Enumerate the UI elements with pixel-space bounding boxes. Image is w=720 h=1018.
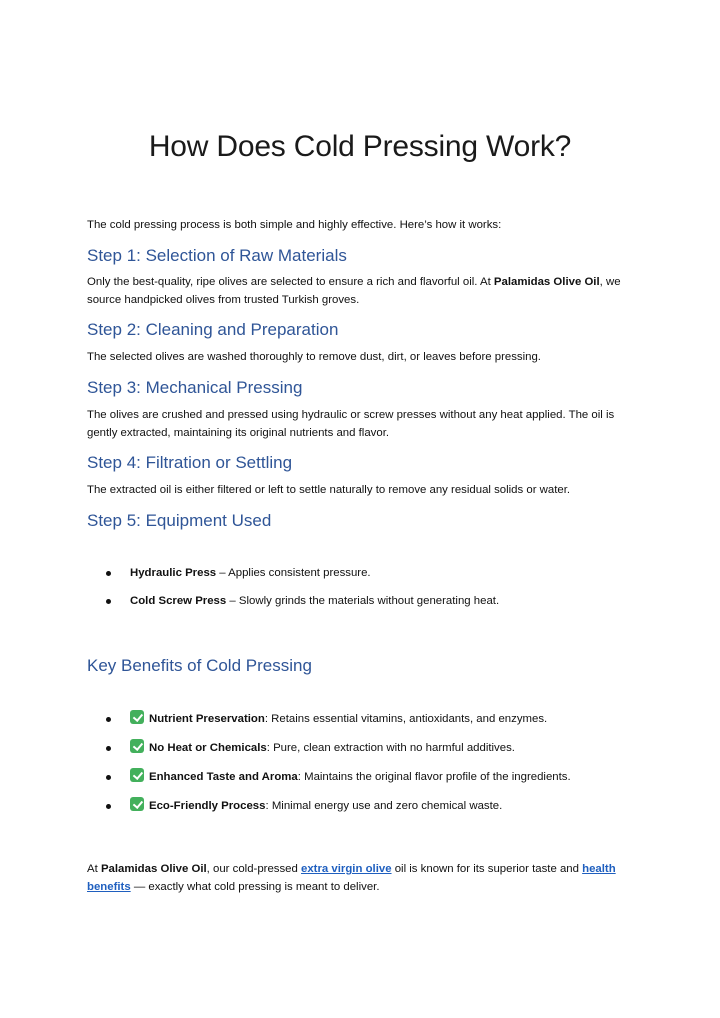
benefit-desc: : Pure, clean extraction with no harmful additives. [266, 742, 515, 754]
step-1-text-b: , we source handpicked olives from trusted Turkish groves. [87, 276, 621, 306]
benefit-name: Eco-Friendly Process [149, 800, 266, 812]
closing-text-3: oil is known for its superior taste and [391, 863, 583, 875]
step-1-paragraph [87, 273, 635, 309]
benefit-desc: : Maintains the original flavor profile of the ingredients. [297, 771, 571, 783]
benefit-name: Nutrient Preservation [149, 713, 265, 725]
benefit-name: Enhanced Taste and Aroma [149, 771, 298, 783]
page-title: How Does Cold Pressing Work? [148, 130, 572, 163]
equipment-list [87, 564, 635, 582]
closing-text-1: At [87, 863, 101, 875]
equipment-list-2 [87, 592, 635, 610]
step-5-heading: Step 5: Equipment Used [87, 511, 272, 530]
list-item [87, 797, 635, 815]
list-item [87, 710, 635, 728]
bullet-dot-icon [106, 804, 111, 809]
intro-paragraph: The cold pressing process is both simple and highly effective. Here’s how it works: [87, 219, 502, 231]
step-4-heading: Step 4: Filtration or Settling [87, 453, 293, 472]
benefits-list-3 [87, 768, 635, 786]
equipment-desc: – Applies consistent pressure. [216, 567, 371, 579]
bullet-dot-icon [106, 746, 111, 751]
step-2-heading: Step 2: Cleaning and Preparation [87, 320, 339, 339]
benefits-list-2 [87, 739, 635, 757]
benefit-desc: : Minimal energy use and zero chemical waste. [265, 800, 503, 812]
check-mark-icon [130, 768, 144, 782]
step-3-heading: Step 3: Mechanical Pressing [87, 378, 303, 397]
list-item [87, 592, 635, 610]
step-4-paragraph: The extracted oil is either filtered or left to settle naturally to remove any residual solids or water. [87, 484, 571, 496]
step-1-brand: Palamidas Olive Oil [493, 276, 600, 288]
bullet-dot-icon [106, 717, 111, 722]
list-item [87, 564, 635, 582]
bullet-dot-icon [106, 599, 111, 604]
closing-text-4: — exactly what cold pressing is meant to deliver. [130, 881, 380, 893]
benefits-list-4 [87, 797, 635, 815]
benefit-desc: : Retains essential vitamins, antioxidants, and enzymes. [264, 713, 548, 725]
extra-virgin-olive-link[interactable]: extra virgin olive [301, 863, 392, 875]
list-item [87, 768, 635, 786]
health-benefits-link[interactable]: health benefits [87, 863, 616, 893]
equipment-name: Hydraulic Press [130, 567, 217, 579]
closing-brand: Palamidas Olive Oil [100, 863, 207, 875]
step-2-paragraph: The selected olives are washed thoroughly to remove dust, dirt, or leaves before pressing. [87, 351, 541, 363]
benefits-heading: Key Benefits of Cold Pressing [87, 656, 312, 675]
list-item [87, 739, 635, 757]
check-mark-icon [130, 739, 144, 753]
bullet-dot-icon [106, 571, 111, 576]
step-1-heading: Step 1: Selection of Raw Materials [87, 246, 347, 265]
bullet-dot-icon [106, 775, 111, 780]
closing-text-2: , our cold-pressed [206, 863, 302, 875]
benefits-list-1 [87, 710, 635, 728]
step-3-paragraph: The olives are crushed and pressed using hydraulic or screw presses without any heat applied. The oil is gently extracted, maintaining its original nutrients and flavor. [87, 409, 615, 439]
check-mark-icon [130, 710, 144, 724]
step-1-text-a: Only the best-quality, ripe olives are selected to ensure a rich and flavorful oil. At [87, 276, 494, 288]
equipment-desc: – Slowly grinds the materials without generating heat. [226, 595, 500, 607]
benefit-name: No Heat or Chemicals [149, 742, 267, 754]
closing-paragraph [87, 860, 635, 896]
check-mark-icon [130, 797, 144, 811]
equipment-name: Cold Screw Press [130, 595, 227, 607]
